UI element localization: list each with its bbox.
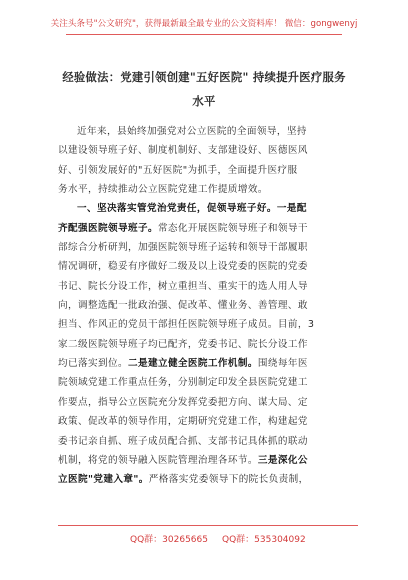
title-line-2: 水平 [192, 95, 216, 108]
paragraph-line [58, 451, 358, 470]
paragraph-line: 部综合分析研判，加强医院领导班子运转和领导干部履职 [58, 242, 308, 254]
paragraph-line [58, 470, 358, 489]
paragraph-line: 向，调整选配一批政治强、促改革、懂业务、善管理、敢 [58, 300, 308, 312]
paragraph-line: 委书记亲自抓、班子成员配合抓、支部书记具体抓的联动 [58, 435, 308, 447]
paragraph-line: 政策、促改革的领导作用，定期研究党建工作，构建起党 [58, 416, 308, 428]
footer-qq-group-1: QQ群：30265665 [130, 535, 208, 545]
paragraph-line: 情况调研，稳妥有序做好二级及以上设党委的医院的党委 [58, 261, 308, 273]
title-line-1: 经验做法：党建引领创建"五好医院" 持续提升医疗服务 [62, 71, 346, 84]
subheading-1-part-b: 齐配强医院领导班子。 [58, 222, 158, 234]
paragraph-line: 家二级医院领导班子均已配齐，党委书记、院长分设工作 [58, 338, 308, 350]
subheading-3-part-b: 立医院"党建入章"。 [58, 474, 149, 486]
section-1-heading: 一、坚决落实管党治党责任，促领导班子好。 [77, 203, 277, 215]
paragraph-line: 担当、作风正的党员干部担任医院领导班子成员。目前，3 [58, 319, 315, 331]
document-body [58, 122, 358, 490]
paragraph-line: 院领域党建工作重点任务，分别制定印发全县医院党建工 [58, 377, 308, 389]
intro-line: 以建设领导班子好、制度机制好、支部建设好、医德医风 [58, 145, 308, 157]
paragraph-line: 书记、院长分设工作，树立重担当、重实干的选人用人导 [58, 280, 308, 292]
paragraph-text: 均已落实到位。 [58, 358, 128, 370]
header-divider [66, 34, 342, 35]
paragraph-line: 作要点，指导公立医院充分发挥党委把方向、谋大局、定 [58, 396, 308, 408]
paragraph-text: 围绕每年医 [257, 358, 308, 370]
document-title [36, 66, 372, 114]
paragraph-text: 严格落实党委领导下的院长负责制， [148, 474, 309, 486]
subheading-1-part-a: 一是配 [276, 203, 307, 215]
subheading-3-part-a: 三是深化公 [257, 454, 308, 466]
intro-line: 务水平，持续推动公立医院党建工作提质增效。 [58, 184, 268, 196]
intro-line: 近年来，县始终加强党对公立医院的全面领导，坚持 [77, 126, 307, 137]
subheading-2: 二是建立健全医院工作机制。 [127, 358, 258, 370]
footer-divider [58, 525, 358, 526]
header-banner: 关注头条号"公文研究"，获得最新最全最专业的公文资料库！ 微信：gongwenyj [50, 19, 358, 29]
paragraph-text: 常态化开展医院领导班子和领导干 [157, 222, 308, 234]
paragraph-text: 机制，将党的领导融入医院管理治理各环节。 [58, 454, 258, 466]
footer-qq-group-2: QQ群：535304092 [222, 535, 306, 545]
intro-line: 好、引领发展好的"五好医院"为抓手，全面提升医疗服 [58, 164, 298, 176]
section-1-heading-line [58, 199, 358, 218]
paragraph-line [58, 354, 358, 373]
subheading-1-line [58, 219, 358, 238]
